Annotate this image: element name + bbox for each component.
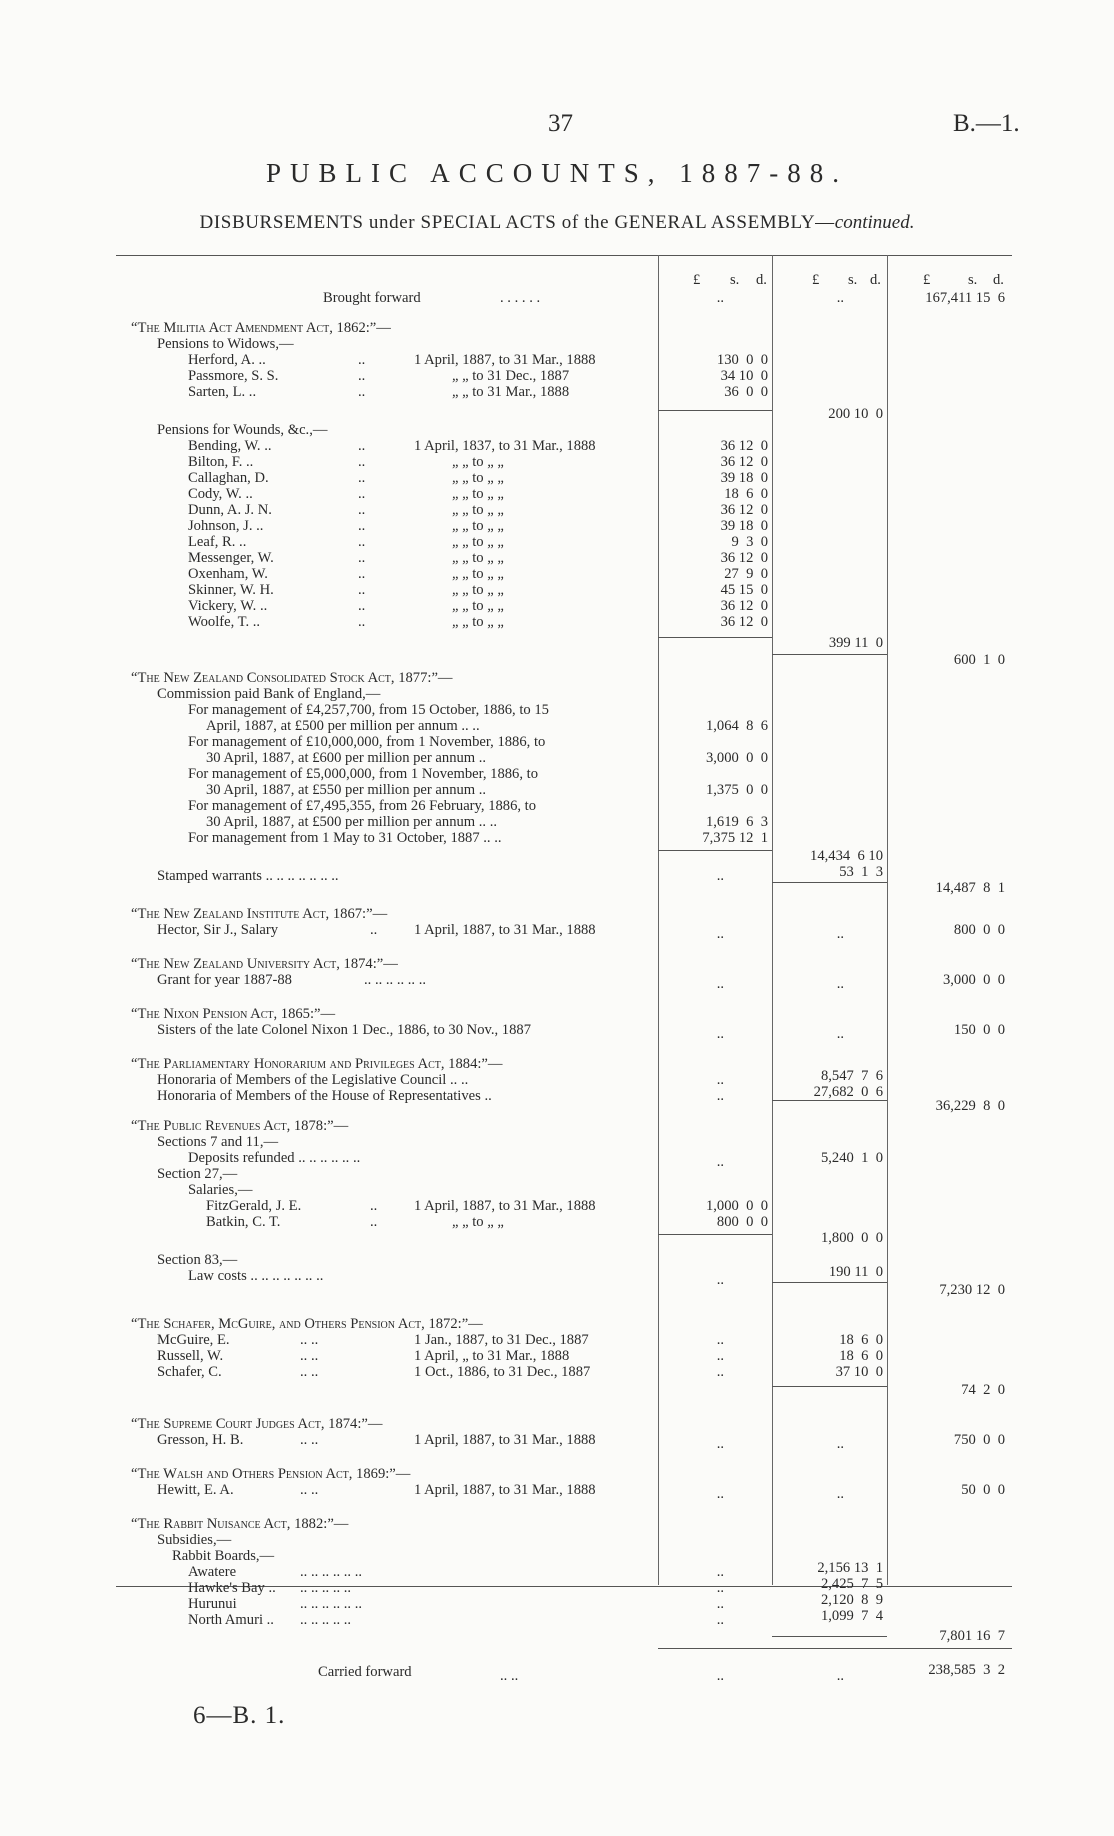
militia-total-rule (772, 654, 887, 655)
rabbit-board-dots: .. .. .. .. .. (300, 1580, 352, 1596)
commission-item-amount: 7,375 12 1 (702, 830, 768, 846)
stock-act-title: “The New Zealand Consolidated Stock Act, 1877:”— (131, 670, 453, 686)
wound-pension-name: Bilton, F. .. (188, 454, 254, 470)
wound-pension-period: „ „ to „ „ (452, 518, 504, 534)
salaries-heading: Salaries,— (188, 1182, 253, 1198)
wound-pension-dots: .. (358, 486, 366, 502)
wound-pension-dots: .. (358, 534, 366, 550)
honoraria-amount: 27,682 0 6 (813, 1084, 883, 1100)
widow-dots: .. (358, 352, 366, 368)
wound-pension-dots: .. (358, 550, 366, 566)
commission-item-line2: 30 April, 1887, at £600 per million per annum .. (206, 750, 487, 766)
honoraria-label: Honoraria of Members of the House of Representatives .. (157, 1088, 492, 1104)
commission-item-amount: 1,064 8 6 (705, 718, 768, 734)
page-subtitle (0, 212, 1114, 234)
widows-subtotal-rule (658, 410, 772, 411)
brought-forward-col2: .. (836, 290, 844, 306)
supreme-total: 750 0 0 (953, 1432, 1005, 1448)
rabbit-board-col1: .. (716, 1564, 724, 1580)
salary-period: 1 April, 1887, to 31 Mar., 1888 (414, 1198, 596, 1214)
institute-act-title: “The New Zealand Institute Act, 1867:”— (131, 906, 388, 922)
rabbit-board-amount: 2,156 13 1 (817, 1560, 883, 1576)
nixon-act-title: “The Nixon Pension Act, 1865:”— (131, 1006, 336, 1022)
wound-pension-amount: 36 12 0 (720, 454, 768, 470)
page-title: PUBLIC ACCOUNTS, 1887-88. (265, 158, 849, 188)
wound-pension-name: Leaf, R. .. (188, 534, 247, 550)
wound-pension-name: Oxenham, W. (188, 566, 268, 582)
commission-total: 14,434 6 10 (810, 848, 883, 864)
schafer-total: 74 2 0 (961, 1382, 1005, 1398)
stamped-warrants-col1: .. (716, 868, 724, 884)
schafer-act-title: “The Schafer, McGuire, and Others Pension Act, 1872:”— (131, 1316, 483, 1332)
wound-pension-amount: 45 15 0 (720, 582, 768, 598)
deposits-col1: .. (716, 1154, 724, 1170)
wound-pension-dots: .. (358, 470, 366, 486)
militia-act-title: “The Militia Act Amendment Act, 1862:”— (131, 320, 391, 336)
widow-name: Herford, A. .. (188, 352, 266, 368)
wound-pension-dots: .. (358, 566, 366, 582)
document-reference: B.—1. (953, 110, 1020, 137)
carried-forward-label: Carried forward (318, 1664, 412, 1680)
widow-amount: 130 0 0 (716, 352, 768, 368)
col1-shillings-header: s. (730, 272, 740, 288)
law-costs-amount: 190 11 0 (828, 1264, 883, 1280)
wound-pension-period: „ „ to „ „ (452, 550, 504, 566)
wound-pension-name: Messenger, W. (188, 550, 274, 566)
rabbit-total: 7,801 16 7 (939, 1628, 1005, 1644)
section-83-heading: Section 83,— (157, 1252, 238, 1268)
wound-pension-amount: 36 12 0 (720, 614, 768, 630)
law-costs-label: Law costs .. .. .. .. .. .. .. (188, 1268, 324, 1284)
supreme-line: Gresson, H. B. (157, 1432, 244, 1448)
widow-dots: .. (358, 384, 366, 400)
wound-pension-name: Skinner, W. H. (188, 582, 274, 598)
salaries-subtotal-rule (658, 1234, 772, 1235)
institute-line: Hector, Sir J., Salary (157, 922, 279, 938)
deposits-refunded-amount: 5,240 1 0 (820, 1150, 883, 1166)
institute-total: 800 0 0 (953, 922, 1005, 938)
subtitle-continued: continued. (834, 212, 915, 233)
rabbit-board-dots: .. .. .. .. .. (300, 1612, 352, 1628)
wound-pension-dots: .. (358, 502, 366, 518)
university-dots: .. .. .. .. .. .. (364, 972, 427, 988)
parliamentary-total-rule (772, 1100, 887, 1101)
wound-pension-period: „ „ to „ „ (452, 502, 504, 518)
rabbit-act-title: “The Rabbit Nuisance Act, 1882:”— (131, 1516, 349, 1532)
widow-name: Sarten, L. .. (188, 384, 257, 400)
wound-pension-amount: 18 6 0 (724, 486, 768, 502)
wounds-subtotal-rule (658, 637, 772, 638)
rabbit-board-name: North Amuri .. (188, 1612, 274, 1628)
wounds-total: 399 11 0 (828, 635, 883, 651)
col1-pence-header: d. (756, 272, 767, 288)
wound-pension-amount: 36 12 0 (720, 438, 768, 454)
brought-forward-col1: .. (716, 290, 724, 306)
walsh-period: 1 April, 1887, to 31 Mar., 1888 (414, 1482, 596, 1498)
wound-pension-period: „ „ to „ „ (452, 534, 504, 550)
walsh-line: Hewitt, E. A. (157, 1482, 234, 1498)
salary-amount: 800 0 0 (716, 1214, 768, 1230)
militia-act-total: 600 1 0 (953, 652, 1005, 668)
supreme-col2: .. (836, 1436, 844, 1452)
rabbit-board-amount: 1,099 7 4 (820, 1608, 883, 1624)
wound-pension-amount: 36 12 0 (720, 502, 768, 518)
wound-pension-period: „ „ to „ „ (452, 486, 504, 502)
wound-pension-period: „ „ to „ „ (452, 582, 504, 598)
revenues-act-title: “The Public Revenues Act, 1878:”— (131, 1118, 349, 1134)
university-line: Grant for year 1887-88 (157, 972, 292, 988)
schafer-col1: .. (716, 1348, 724, 1364)
brought-forward-label: Brought forward (323, 290, 421, 306)
rabbit-boards-heading: Rabbit Boards,— (172, 1548, 275, 1564)
commission-item-amount: 3,000 0 0 (705, 750, 768, 766)
parliamentary-total: 36,229 8 0 (935, 1098, 1005, 1114)
wound-pension-period: „ „ to „ „ (452, 566, 504, 582)
supreme-period: 1 April, 1887, to 31 Mar., 1888 (414, 1432, 596, 1448)
wound-pension-name: Cody, W. .. (188, 486, 253, 502)
commission-item-line1: For management from 1 May to 31 October, 1887 .. .. (188, 830, 502, 846)
col2-shillings-header: s. (848, 272, 858, 288)
schafer-name: Russell, W. (157, 1348, 224, 1364)
wound-pension-period: „ „ to „ „ (452, 614, 504, 630)
wound-pension-dots: .. (358, 438, 366, 454)
revenues-total: 7,230 12 0 (939, 1282, 1005, 1298)
institute-col1: .. (716, 926, 724, 942)
institute-period: 1 April, 1887, to 31 Mar., 1888 (414, 922, 596, 938)
carried-forward-rule (658, 1648, 1012, 1649)
carried-forward-total: 238,585 3 2 (928, 1662, 1005, 1678)
col2-pounds-header: £ (812, 272, 820, 288)
salaries-total: 1,800 0 0 (820, 1230, 883, 1246)
institute-dots: .. (370, 922, 378, 938)
salary-period: „ „ to „ „ (452, 1214, 504, 1230)
honoraria-col1: .. (716, 1072, 724, 1088)
wound-pension-name: Vickery, W. .. (188, 598, 268, 614)
wound-pension-dots: .. (358, 518, 366, 534)
law-costs-col1: .. (716, 1272, 724, 1288)
wound-pension-name: Callaghan, D. (188, 470, 269, 486)
nixon-col2: .. (836, 1026, 844, 1042)
page-number: 37 (548, 110, 573, 137)
schafer-dots: .. .. (300, 1364, 319, 1380)
col2-pence-header: d. (870, 272, 881, 288)
wound-pension-dots: .. (358, 454, 366, 470)
rabbit-board-name: Hurunui (188, 1596, 237, 1612)
schafer-amount: 37 10 0 (835, 1364, 883, 1380)
rabbit-board-amount: 2,425 7 5 (820, 1576, 883, 1592)
salary-dots: .. (370, 1214, 378, 1230)
supreme-dots: .. .. (300, 1432, 319, 1448)
column-divider-3 (887, 255, 888, 1585)
commission-item-line2: 30 April, 1887, at £550 per million per annum .. (206, 782, 487, 798)
schafer-dots: .. .. (300, 1348, 319, 1364)
widow-dots: .. (358, 368, 366, 384)
revenues-total-rule (772, 1282, 887, 1283)
commission-item-line2: 30 April, 1887, at £500 per million per annum .. .. (206, 814, 498, 830)
schafer-amount: 18 6 0 (839, 1332, 883, 1348)
rabbit-board-col1: .. (716, 1596, 724, 1612)
column-divider-1 (658, 255, 659, 1585)
nixon-line: Sisters of the late Colonel Nixon 1 Dec., 1886, to 30 Nov., 1887 (157, 1022, 531, 1038)
wound-pension-name: Bending, W. .. (188, 438, 272, 454)
rabbit-board-amount: 2,120 8 9 (820, 1592, 883, 1608)
university-total: 3,000 0 0 (942, 972, 1005, 988)
rabbit-board-name: Awatere (188, 1564, 237, 1580)
rabbit-board-dots: .. .. .. .. .. .. (300, 1564, 363, 1580)
schafer-period: 1 Jan., 1887, to 31 Dec., 1887 (414, 1332, 589, 1348)
commission-item-amount: 1,375 0 0 (705, 782, 768, 798)
wound-pension-dots: .. (358, 582, 366, 598)
salary-name: FitzGerald, J. E. (206, 1198, 302, 1214)
commission-item-line1: For management of £10,000,000, from 1 November, 1886, to (188, 734, 546, 750)
schafer-col1: .. (716, 1364, 724, 1380)
col3-pence-header: d. (993, 272, 1004, 288)
widows-total: 200 10 0 (828, 406, 883, 422)
commission-item-amount: 1,619 6 3 (705, 814, 768, 830)
rabbit-total-rule (772, 1636, 887, 1637)
salary-amount: 1,000 0 0 (705, 1198, 768, 1214)
schafer-col1: .. (716, 1332, 724, 1348)
commission-item-line2: April, 1887, at £500 per million per annum .. .. (206, 718, 480, 734)
institute-col2: .. (836, 926, 844, 942)
section-27-heading: Section 27,— (157, 1166, 238, 1182)
rabbit-board-col1: .. (716, 1580, 724, 1596)
carried-forward-col1: .. (716, 1668, 724, 1684)
wounds-heading: Pensions for Wounds, &c.,— (157, 422, 328, 438)
schafer-total-rule (772, 1386, 887, 1387)
deposits-refunded-label: Deposits refunded .. .. .. .. .. .. (188, 1150, 361, 1166)
col1-pounds-header: £ (693, 272, 701, 288)
wound-pension-name: Johnson, J. .. (188, 518, 264, 534)
walsh-total: 50 0 0 (961, 1482, 1005, 1498)
commission-item-line1: For management of £4,257,700, from 15 October, 1886, to 15 (188, 702, 549, 718)
stock-act-total-rule (772, 882, 887, 883)
walsh-act-title: “The Walsh and Others Pension Act, 1869:”— (131, 1466, 411, 1482)
widow-period: „ „ to 31 Dec., 1887 (452, 368, 570, 384)
wound-pension-amount: 27 9 0 (724, 566, 768, 582)
walsh-col2: .. (836, 1486, 844, 1502)
wound-pension-amount: 9 3 0 (731, 534, 768, 550)
stamped-warrants-amount: 53 1 3 (839, 864, 883, 880)
col3-shillings-header: s. (968, 272, 978, 288)
widow-name: Passmore, S. S. (188, 368, 279, 384)
wound-pension-period: „ „ to „ „ (452, 454, 504, 470)
brought-forward-dots: . . . . . . (500, 290, 541, 306)
sections-7-11-heading: Sections 7 and 11,— (157, 1134, 279, 1150)
brought-forward-total: 167,411 15 6 (925, 290, 1005, 306)
salary-dots: .. (370, 1198, 378, 1214)
subsidies-heading: Subsidies,— (157, 1532, 232, 1548)
university-col2: .. (836, 976, 844, 992)
walsh-dots: .. .. (300, 1482, 319, 1498)
page-footer-signature: 6—B. 1. (193, 1702, 286, 1729)
rabbit-board-name: Hawke's Bay .. (188, 1580, 276, 1596)
widow-period: 1 April, 1887, to 31 Mar., 1888 (414, 352, 596, 368)
schafer-name: Schafer, C. (157, 1364, 222, 1380)
wound-pension-amount: 39 18 0 (720, 470, 768, 486)
schafer-name: McGuire, E. (157, 1332, 230, 1348)
commission-rule (658, 850, 772, 851)
wound-pension-period: „ „ to „ „ (452, 598, 504, 614)
commission-heading: Commission paid Bank of England,— (157, 686, 381, 702)
wound-pension-period: 1 April, 1837, to 31 Mar., 1888 (414, 438, 596, 454)
wound-pension-dots: .. (358, 614, 366, 630)
widows-heading: Pensions to Widows,— (157, 336, 294, 352)
rabbit-board-dots: .. .. .. .. .. .. (300, 1596, 363, 1612)
stock-act-total: 14,487 8 1 (935, 880, 1005, 896)
supreme-act-title: “The Supreme Court Judges Act, 1874:”— (131, 1416, 383, 1432)
nixon-total: 150 0 0 (953, 1022, 1005, 1038)
supreme-col1: .. (716, 1436, 724, 1452)
schafer-dots: .. .. (300, 1332, 319, 1348)
commission-item-line1: For management of £5,000,000, from 1 November, 1886, to (188, 766, 539, 782)
nixon-col1: .. (716, 1026, 724, 1042)
wound-pension-name: Dunn, A. J. N. (188, 502, 272, 518)
salary-name: Batkin, C. T. (206, 1214, 281, 1230)
university-act-title: “The New Zealand University Act, 1874:”— (131, 956, 398, 972)
parliamentary-act-title: “The Parliamentary Honorarium and Privileges Act, 1884:”— (131, 1056, 503, 1072)
commission-item-line1: For management of £7,495,355, from 26 February, 1886, to (188, 798, 537, 814)
widow-amount: 36 0 0 (724, 384, 768, 400)
honoraria-amount: 8,547 7 6 (820, 1068, 883, 1084)
carried-forward-col2: .. (836, 1668, 844, 1684)
schafer-period: 1 Oct., 1886, to 31 Dec., 1887 (414, 1364, 591, 1380)
university-col1: .. (716, 976, 724, 992)
wound-pension-name: Woolfe, T. .. (188, 614, 261, 630)
stamped-warrants-label: Stamped warrants .. .. .. .. .. .. .. (157, 868, 339, 884)
schafer-amount: 18 6 0 (839, 1348, 883, 1364)
wound-pension-amount: 36 12 0 (720, 550, 768, 566)
subtitle-main: DISBURSEMENTS under SPECIAL ACTS of the GENERAL ASSEMBLY— (199, 212, 835, 233)
schafer-period: 1 April, „ to 31 Mar., 1888 (414, 1348, 570, 1364)
honoraria-label: Honoraria of Members of the Legislative Council .. .. (157, 1072, 469, 1088)
wound-pension-period: „ „ to „ „ (452, 470, 504, 486)
carried-forward-dots: .. .. (500, 1668, 519, 1684)
walsh-col1: .. (716, 1486, 724, 1502)
wound-pension-dots: .. (358, 598, 366, 614)
widow-amount: 34 10 0 (720, 368, 768, 384)
rabbit-board-col1: .. (716, 1612, 724, 1628)
honoraria-col1: .. (716, 1088, 724, 1104)
widow-period: „ „ to 31 Mar., 1888 (452, 384, 570, 400)
col3-pounds-header: £ (923, 272, 931, 288)
wound-pension-amount: 39 18 0 (720, 518, 768, 534)
wound-pension-amount: 36 12 0 (720, 598, 768, 614)
